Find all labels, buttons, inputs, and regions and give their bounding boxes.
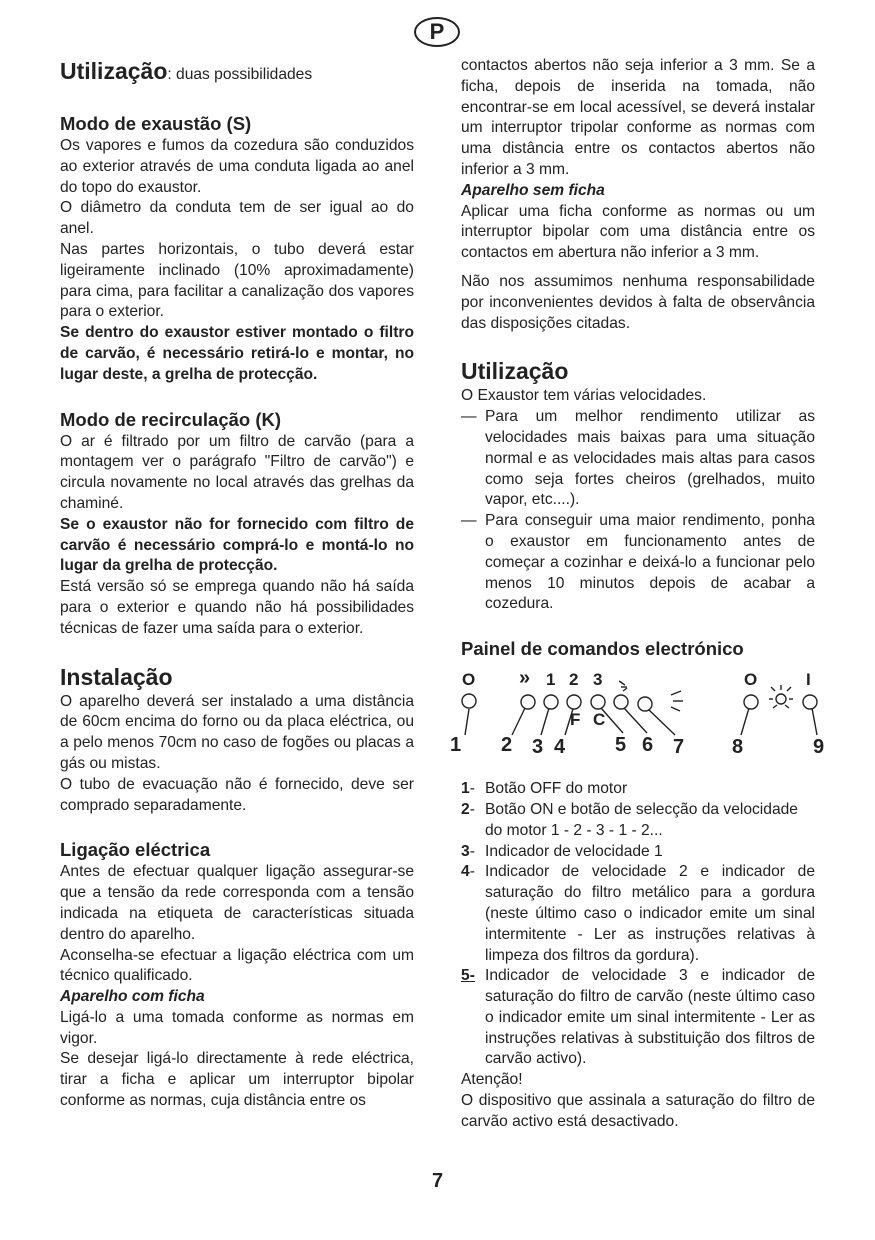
attention-label: Atenção! — [461, 1071, 523, 1089]
usage-bullet — [461, 407, 815, 511]
callout-1: 1 — [450, 734, 462, 757]
recirculation-paragraph: Está versão só se emprega quando não há saída para o exterior e quando não há possibilidades técnicas de fazer uma saída para o exterior. — [60, 578, 414, 637]
speed-3-label: 3 — [593, 670, 603, 690]
dash-marker: — — [461, 512, 477, 530]
legend-item — [461, 800, 815, 842]
exhaust-mode-heading: Modo de exaustão (S) — [60, 113, 252, 134]
usage-bullet-text: Para conseguir uma maior rendimento, ponha o exaustor em funcionamento antes de começar a cozinhar e deixá-lo a funcionar pelo menos 10 minutos depois de acabar a cozedura. — [485, 512, 815, 613]
recirculation-paragraph: O ar é filtrado por um filtro de carvão (para a montagem ver o parágrafo "Filtro de carvão") e circula novamente no local através das grelhas da chaminé. — [60, 432, 414, 512]
legend-number: 1- — [461, 780, 475, 798]
control-panel-heading: Painel de comandos electrónico — [461, 638, 744, 660]
callout-9: 9 — [813, 736, 825, 759]
legend-text: Indicador de velocidade 2 e indicador de saturação do filtro metálico para a gordura (neste último caso o indicador emite um sinal intermitente - Ler as instruções relativas à limpeza dos filtros da gordura). — [485, 863, 815, 964]
electrical-paragraph: Antes de efectuar qualquer ligação assegurar-se que a tensão da rede corresponda com a tensão indicada na etiqueta de características situada dentro do aparelho. — [60, 863, 414, 943]
exhaust-paragraph: Nas partes horizontais, o tubo deverá estar ligeiramente inclinado (10% aproximadamente) para cima, para facilitar a canalização dos vapores para o exterior. — [60, 240, 414, 321]
without-plug-paragraph: Aplicar uma ficha conforme as normas ou um interruptor bipolar com uma distância entre os contactos em abertura não inferior a 3 mm. — [461, 202, 815, 262]
lamp-ray — [787, 687, 791, 691]
legend-item — [461, 966, 815, 1070]
usage-intro: O Exaustor tem várias velocidades. — [461, 387, 707, 405]
with-plug-subheading: Aparelho com ficha — [60, 988, 205, 1006]
usage-bullet — [461, 511, 815, 615]
attention-text: O dispositivo que assinala a saturação do filtro de carvão activo está desactivado. — [461, 1092, 815, 1130]
speed-2-label: 2 — [569, 670, 579, 690]
callout-2: 2 — [501, 734, 513, 757]
legend-number: 5- — [461, 967, 475, 985]
recirculation-mode-heading: Modo de recirculação (K) — [60, 408, 282, 430]
leader-line — [541, 708, 549, 735]
legend-text: Botão OFF do motor — [485, 780, 628, 798]
electrical-paragraph: Ligá-lo a uma tomada conforme as normas em vigor. — [60, 1008, 414, 1047]
light-off-button-circle — [744, 695, 758, 709]
lamp-ray — [785, 705, 789, 708]
page-number: 7 — [431, 1170, 444, 1192]
callout-3: 3 — [532, 736, 544, 759]
electrical-continuation: contactos abertos não seja inferior a 3 mm. Se a ficha, depois de inserida na tomada, não encontrar-se em local acessível, se deverá instalar um interruptor tripolar conforme as normas com uma distância entre os contactos abertos não inferior a 3 mm. — [461, 57, 815, 178]
boost-button-circle — [638, 697, 652, 711]
boost-mark — [671, 707, 680, 711]
installation-paragraph: O aparelho deverá ser instalado a uma distância de 60cm encima do forno ou da placa eléctrica, ou a pelo menos 70cm no caso de fogões ou placas a gás ou mistas. — [60, 692, 414, 772]
legend-item — [461, 842, 815, 863]
speed-1-label: 1 — [546, 670, 556, 690]
leader-line — [512, 708, 525, 735]
legend-item — [461, 862, 815, 966]
fan-mark — [623, 688, 627, 691]
control-panel-drawing — [461, 667, 841, 771]
control-panel-diagram — [450, 667, 841, 771]
lamp-icon — [776, 694, 786, 704]
without-plug-subheading: Aparelho sem ficha — [461, 181, 605, 199]
language-badge: P — [414, 17, 460, 47]
light-button-circle — [614, 695, 628, 709]
speed2-indicator-circle — [567, 695, 581, 709]
installation-heading: Instalação — [60, 663, 173, 690]
light-off-label: O — [744, 670, 758, 690]
leader-line — [812, 708, 817, 735]
usage-title: Utilização: duas possibilidades — [60, 58, 313, 84]
exhaust-warning: Se dentro do exaustor estiver montado o filtro de carvão, é necessário retirá-lo e montar, no lugar deste, a grelha de protecção. — [60, 324, 414, 383]
filter-c-label: C — [593, 710, 606, 730]
usage-heading: Utilização — [461, 358, 569, 385]
lamp-ray — [773, 705, 777, 708]
fan-icon: » — [519, 667, 531, 690]
electrical-paragraph: Se desejar ligá-lo directamente à rede eléctrica, tirar a ficha e aplicar um interruptor bipolar conforme as normas, cuja distância entre os — [60, 1050, 414, 1110]
off-label: O — [462, 670, 476, 690]
filter-f-label: F — [570, 710, 581, 730]
off-button-circle — [462, 694, 476, 708]
legend-item — [461, 779, 815, 800]
left-column — [60, 56, 414, 1112]
leader-line — [624, 708, 647, 733]
leader-line — [465, 709, 469, 735]
electrical-connection-heading: Ligação eléctrica — [60, 839, 211, 861]
usage-bullet-text: Para um melhor rendimento utilizar as velocidades mais baixas para uma situação normal e as velocidades mais altas para casos como seja fortes cheiros (grelhados, muito vapor, etc....). — [485, 408, 815, 509]
right-column — [450, 56, 825, 1133]
speed3-indicator-circle — [591, 695, 605, 709]
fan-mark — [619, 681, 625, 685]
speed1-indicator-circle — [544, 695, 558, 709]
light-on-label: I — [806, 670, 811, 690]
installation-paragraph: O tubo de evacuação não é fornecido, deve ser comprado separadamente. — [60, 775, 414, 814]
recirculation-warning: Se o exaustor não for fornecido com filtro de carvão é necessário comprá-lo e montá-lo no lugar da grelha de protecção. — [60, 515, 414, 575]
legend-text: Indicador de velocidade 1 — [485, 842, 663, 860]
light-on-button-circle — [803, 695, 817, 709]
legend-text: Indicador de velocidade 3 e indicador de saturação do filtro de carvão (neste último caso o indicador emite um sinal intermitente - Ler as instruções relativas à substituição dos filtros de carvão activo). — [485, 967, 815, 1068]
callout-5: 5 — [615, 734, 627, 757]
disclaimer-paragraph: Não nos assumimos nenhuma responsabilidade por inconvenientes devidos à falta de observância das disposições citadas. — [461, 272, 815, 332]
callout-4: 4 — [554, 736, 566, 759]
dash-marker: — — [461, 408, 477, 426]
callout-8: 8 — [732, 736, 744, 759]
callout-7: 7 — [673, 736, 685, 759]
leader-line — [741, 708, 749, 735]
electrical-paragraph: Aconselha-se efectuar a ligação eléctrica com um técnico qualificado. — [60, 946, 414, 985]
legend-text: Botão ON e botão de selecção da velocidade do motor 1 - 2 - 3 - 1 - 2... — [485, 800, 798, 839]
on-speed-button-circle — [521, 695, 535, 709]
lamp-ray — [771, 687, 775, 691]
legend-number: 4- — [461, 863, 475, 881]
leader-line — [649, 710, 675, 735]
exhaust-paragraph: Os vapores e fumos da cozedura são conduzidos ao exterior através de uma conduta ligada ao anel do topo do exaustor. — [60, 137, 414, 196]
legend-number: 2- — [461, 800, 475, 818]
exhaust-paragraph: O diâmetro da conduta tem de ser igual ao do anel. — [60, 199, 414, 238]
legend-number: 3- — [461, 842, 475, 860]
callout-6: 6 — [642, 734, 654, 757]
boost-mark — [671, 691, 681, 695]
